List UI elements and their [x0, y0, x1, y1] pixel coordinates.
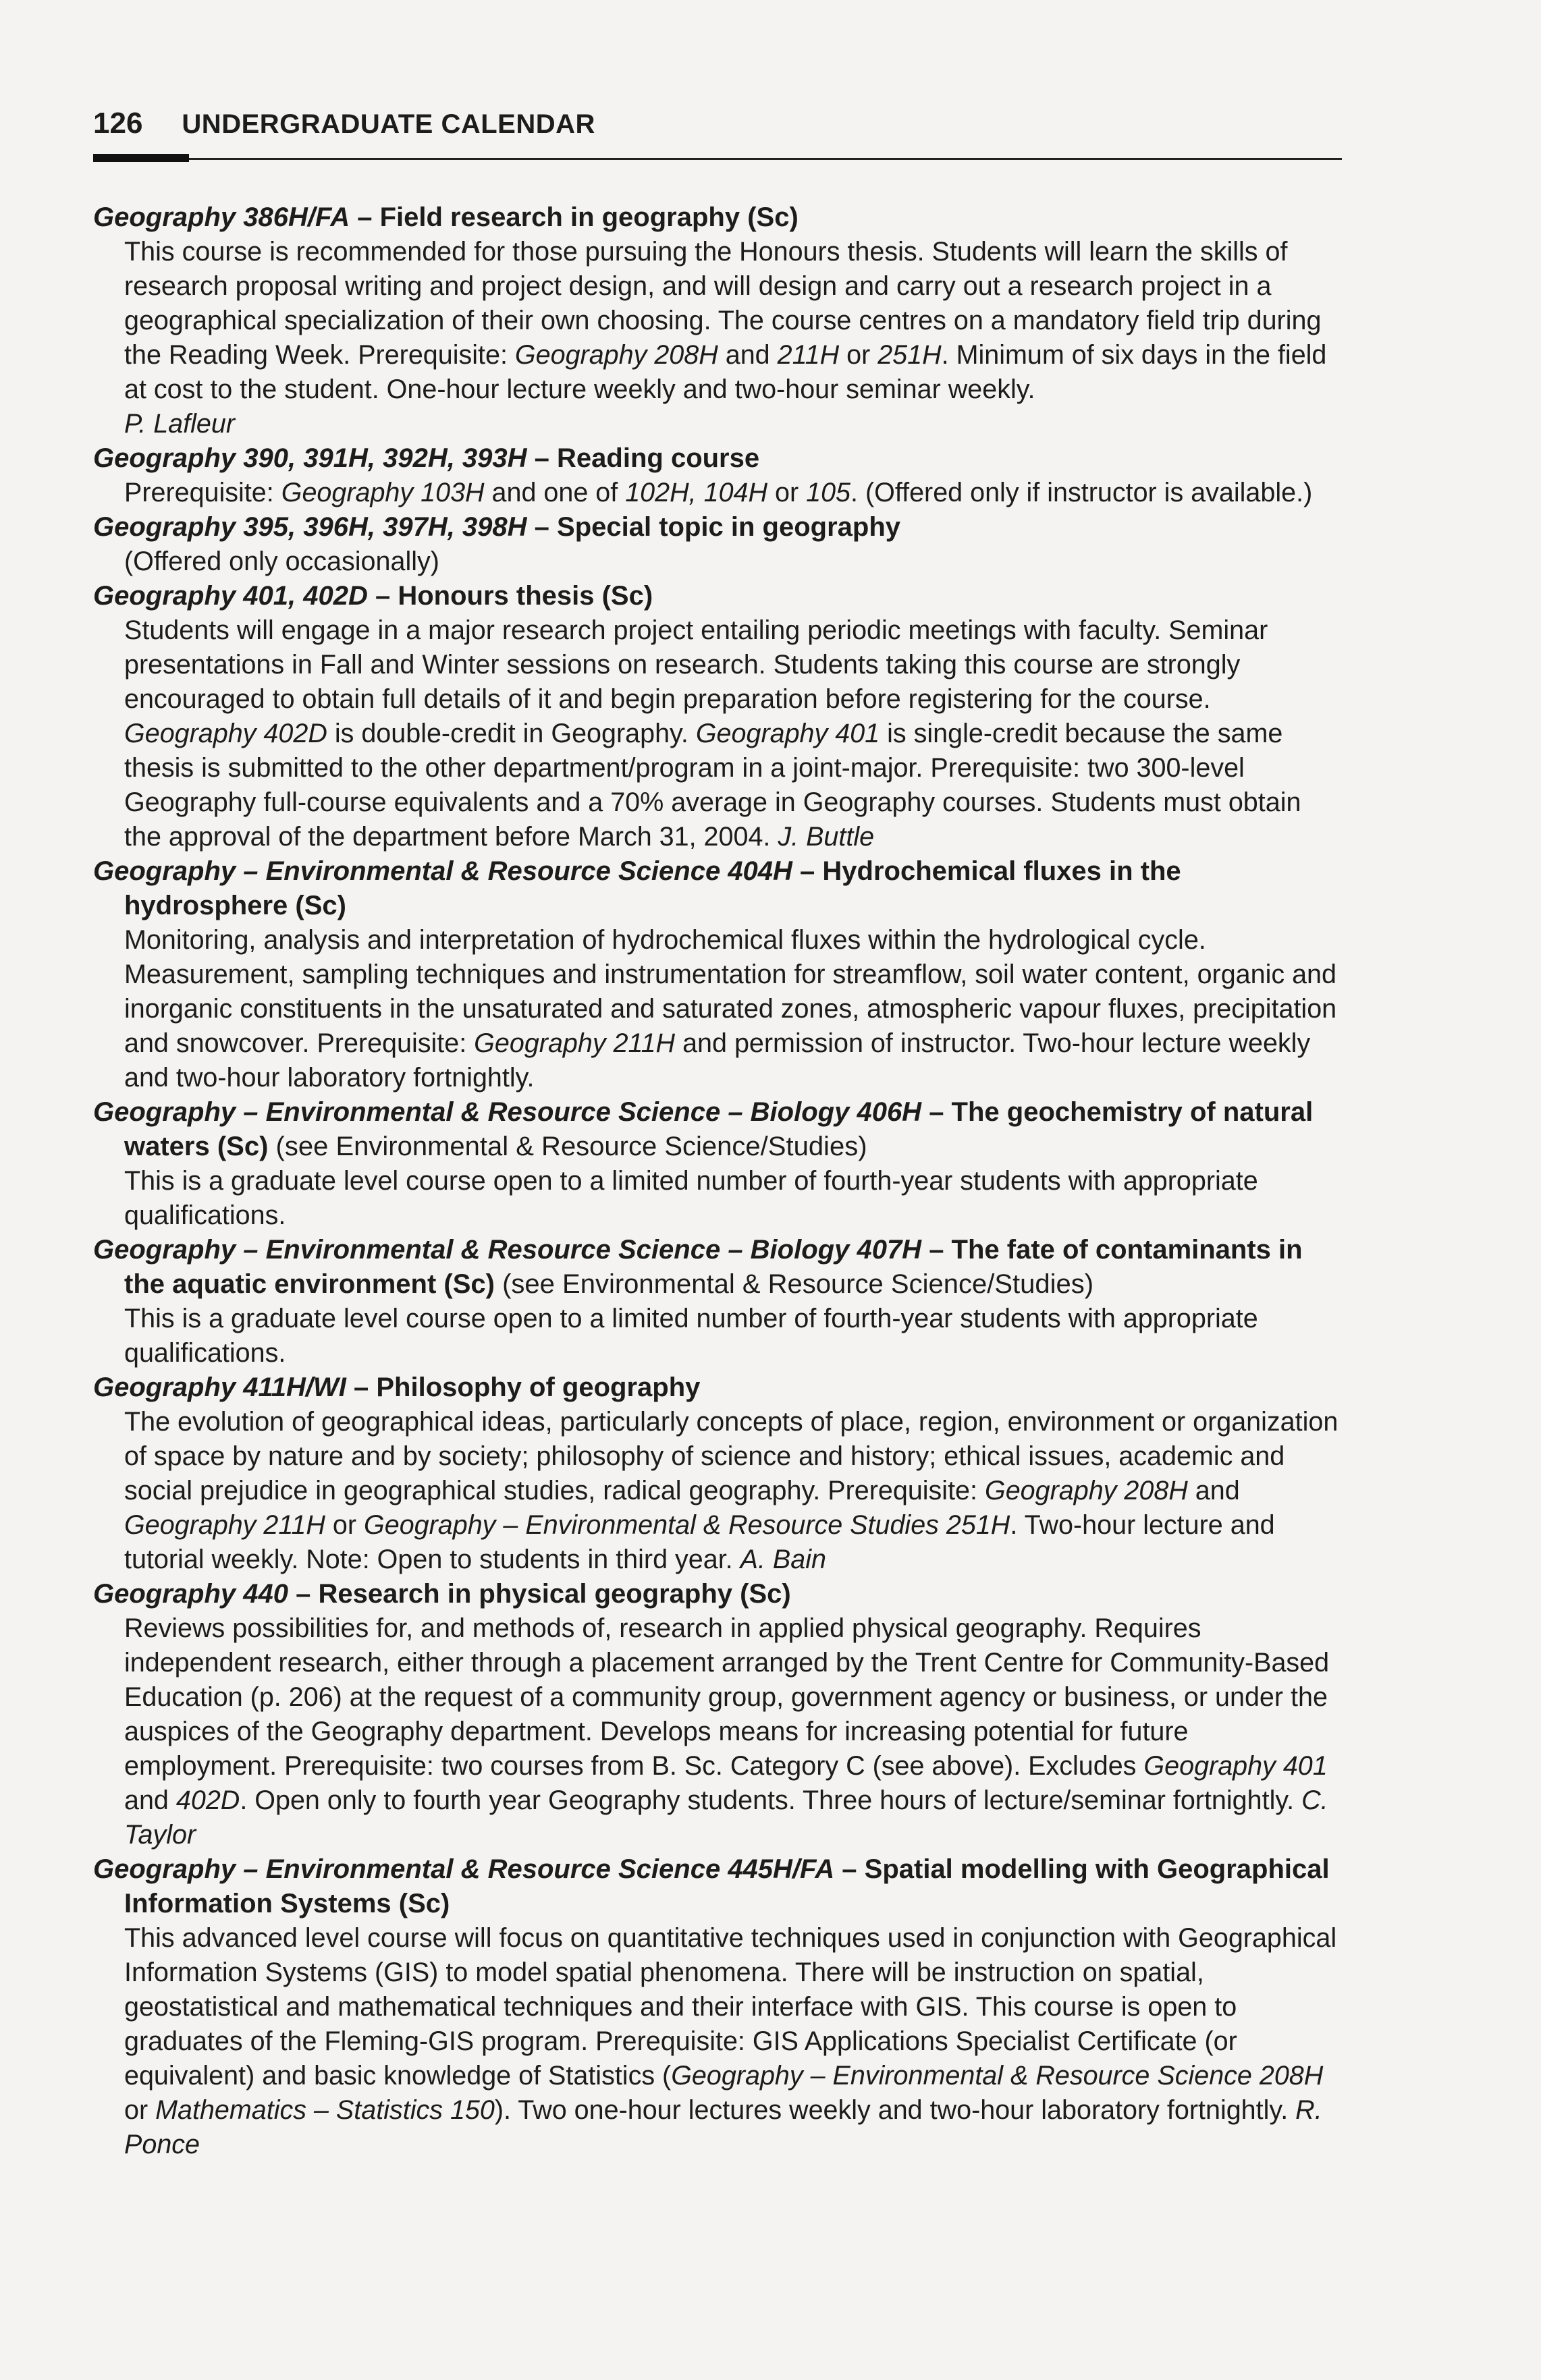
- description-text: Reviews possibilities for, and methods of, research in applied physical geography. Requires independent research, either through a placement arranged by the Trent Centre for Community-Based Education (p. 206) at the request of a community group, government agency or business, or under the auspices of the Geography department. Develops means for increasing potential for future employment. Prerequisite: two courses from B. Sc. Category C (see above). Excludes: [124, 1613, 1330, 1781]
- description-text: . Open only to fourth year Geography students. Three hours of lecture/seminar fortnightly.: [240, 1786, 1302, 1815]
- page-number: 126: [93, 107, 143, 140]
- description-text: Geography 208H: [514, 340, 718, 370]
- description-text: This advanced level course will focus on quantitative techniques used in conjunction with Geographical Information Systems (GIS) to model spatial phenomena. There will be instruction on spatial, geostatistical and mathematical techniques and their interface with GIS. This course is open to graduates of the Fleming-GIS program. Prerequisite: GIS Applications Specialist Certificate (or equivalent) and basic knowledge of Statistics (: [124, 1923, 1337, 2091]
- course-heading: [93, 1233, 1342, 1302]
- description-text: and permission of instructor. Two-hour lecture weekly and two-hour laboratory fortnightly.: [124, 1028, 1311, 1092]
- course-heading: [93, 1371, 1342, 1405]
- course-title: – Special topic in geography: [526, 512, 901, 542]
- description-text: Monitoring, analysis and interpretation of hydrochemical fluxes within the hydrological cycle. Measurement, sampling techniques and instrumentation for streamflow, soil water content, organic and inorganic constituents in the unsaturated and saturated zones, atmospheric vapour fluxes, precipitation and snowcover. Prerequisite:: [124, 925, 1337, 1058]
- description-text: or: [325, 1510, 364, 1540]
- description-text: This course is recommended for those pursuing the Honours thesis. Students will learn the skills of research proposal writing and project design, and will design and carry out a research project in a geographical specialization of their own choosing. The course centres on a mandatory field trip during the Reading Week. Prerequisite:: [124, 237, 1322, 370]
- page-header: [93, 107, 1342, 140]
- course-heading: [93, 441, 1342, 476]
- course-title: – Philosophy of geography: [346, 1373, 701, 1402]
- description-text: Geography 103H: [281, 478, 485, 507]
- course-description: [93, 1302, 1342, 1371]
- description-text: J. Buttle: [778, 822, 875, 852]
- course-entry: [93, 1577, 1342, 1852]
- description-text: Geography 402D: [124, 719, 327, 748]
- description-text: and: [124, 1786, 176, 1815]
- course-heading: [93, 510, 1342, 545]
- course-code: Geography – Environmental & Resource Science – Biology 406H: [93, 1097, 922, 1127]
- description-text: Geography – Environmental & Resource Science 208H: [671, 2061, 1324, 2091]
- course-cross-reference: (see Environmental & Resource Science/Studies): [494, 1269, 1094, 1299]
- description-text: and: [1187, 1476, 1240, 1505]
- description-text: 251H: [877, 340, 942, 370]
- course-cross-reference: (see Environmental & Resource Science/Studies): [268, 1132, 867, 1161]
- course-description: [93, 1164, 1342, 1233]
- description-text: Geography 401: [695, 719, 880, 748]
- description-text: or: [124, 2095, 156, 2125]
- description-text: is single-credit because the same thesis is submitted to the other department/program in a joint-major. Prerequisite: two 300-level Geography full-course equivalents and a 70% average in Geography courses. Students must obtain the approval of the department before March 31, 2004.: [124, 719, 1301, 852]
- course-code: Geography 390, 391H, 392H, 393H: [93, 443, 527, 473]
- description-text: 402D: [175, 1786, 240, 1815]
- description-text: The evolution of geographical ideas, particularly concepts of place, region, environment or organization of space by nature and by society; philosophy of science and history; ethical issues, academic and social prejudice in geographical studies, radical geography. Prerequisite:: [124, 1407, 1339, 1505]
- description-text: Geography 211H: [124, 1510, 325, 1540]
- description-text: . Minimum of six days in the field at cost to the student. One-hour lecture weekly and two-hour seminar weekly.: [124, 340, 1327, 404]
- course-title: – Honours thesis (Sc): [367, 581, 653, 611]
- course-entry: [93, 200, 1342, 441]
- description-text: This is a graduate level course open to a limited number of fourth-year students with appropriate qualifications.: [124, 1304, 1258, 1368]
- description-text: ). Two one-hour lectures weekly and two-hour laboratory fortnightly.: [494, 2095, 1296, 2125]
- course-entry: [93, 441, 1342, 510]
- course-entry: [93, 1233, 1342, 1371]
- description-text: and one of: [484, 478, 626, 507]
- description-text: This is a graduate level course open to a limited number of fourth-year students with appropriate qualifications.: [124, 1166, 1258, 1230]
- description-text: 102H, 104H: [625, 478, 768, 507]
- course-description: [93, 613, 1342, 854]
- course-description: [93, 1611, 1342, 1852]
- course-code: Geography 395, 396H, 397H, 398H: [93, 512, 527, 542]
- course-heading: [93, 1095, 1342, 1164]
- description-text: Geography 211H: [474, 1028, 676, 1058]
- description-text: Geography 208H: [984, 1476, 1188, 1505]
- course-heading: [93, 1852, 1342, 1921]
- course-code: Geography – Environmental & Resource Science – Biology 407H: [93, 1235, 922, 1265]
- course-title: – Research in physical geography (Sc): [288, 1579, 791, 1609]
- description-text: is double-credit in Geography.: [327, 719, 696, 748]
- description-text: or: [839, 340, 878, 370]
- description-text: Geography 401: [1143, 1751, 1328, 1781]
- course-heading: [93, 854, 1342, 923]
- running-title: UNDERGRADUATE CALENDAR: [182, 109, 595, 139]
- description-text: Students will engage in a major research project entailing periodic meetings with faculty. Seminar presentations in Fall and Winter sessions on research. Students taking this course are strongly encouraged to obtain full details of it and begin preparation before registering for the course.: [124, 615, 1268, 714]
- course-description: [93, 1921, 1342, 2162]
- description-text: Geography – Environmental & Resource Studies 251H: [364, 1510, 1010, 1540]
- header-rule: [93, 158, 1342, 160]
- course-heading: [93, 200, 1342, 235]
- course-title: – Hydrochemical fluxes in the hydrosphere (Sc): [124, 856, 1181, 920]
- description-text: Prerequisite:: [124, 478, 281, 507]
- course-description: [93, 1405, 1342, 1577]
- course-heading: [93, 1577, 1342, 1611]
- description-text: (Offered only occasionally): [124, 547, 439, 576]
- description-text: C. Taylor: [124, 1786, 1328, 1850]
- course-entry: [93, 1371, 1342, 1577]
- course-description: [93, 923, 1342, 1095]
- course-code: Geography – Environmental & Resource Science 445H/FA: [93, 1854, 835, 1884]
- description-text: and: [718, 340, 778, 370]
- course-entry: [93, 1095, 1342, 1233]
- description-text: R. Ponce: [124, 2095, 1322, 2159]
- course-description: [93, 235, 1342, 407]
- course-description: [93, 476, 1342, 510]
- description-text: . (Offered only if instructor is available.): [850, 478, 1313, 507]
- course-instructor: P. Lafleur: [124, 409, 235, 439]
- course-entry: [93, 1852, 1342, 2162]
- course-entry: [93, 510, 1342, 579]
- description-text: 105: [806, 478, 851, 507]
- course-heading: [93, 579, 1342, 613]
- course-list: [93, 200, 1342, 2162]
- course-code: Geography 440: [93, 1579, 289, 1609]
- course-entry: [93, 854, 1342, 1095]
- course-code: Geography 411H/WI: [93, 1373, 346, 1402]
- description-text: A. Bain: [740, 1545, 826, 1574]
- description-text: 211H: [777, 340, 840, 370]
- course-code: Geography 401, 402D: [93, 581, 368, 611]
- description-text: Mathematics – Statistics 150: [155, 2095, 495, 2125]
- course-code: Geography – Environmental & Resource Science 404H: [93, 856, 792, 886]
- course-code: Geography 386H/FA: [93, 202, 350, 232]
- description-text: . Two-hour lecture and tutorial weekly. Note: Open to students in third year.: [124, 1510, 1275, 1574]
- course-entry: [93, 579, 1342, 854]
- course-title: – Reading course: [526, 443, 760, 473]
- course-title: – Spatial modelling with Geographical Information Systems (Sc): [124, 1854, 1330, 1918]
- header-rule-accent: [93, 154, 189, 162]
- course-title: – The fate of contaminants in the aquatic environment (Sc): [124, 1235, 1303, 1299]
- course-description: [93, 545, 1342, 579]
- course-title: – The geochemistry of natural waters (Sc): [124, 1097, 1314, 1161]
- description-text: or: [767, 478, 807, 507]
- course-title: – Field research in geography (Sc): [350, 202, 799, 232]
